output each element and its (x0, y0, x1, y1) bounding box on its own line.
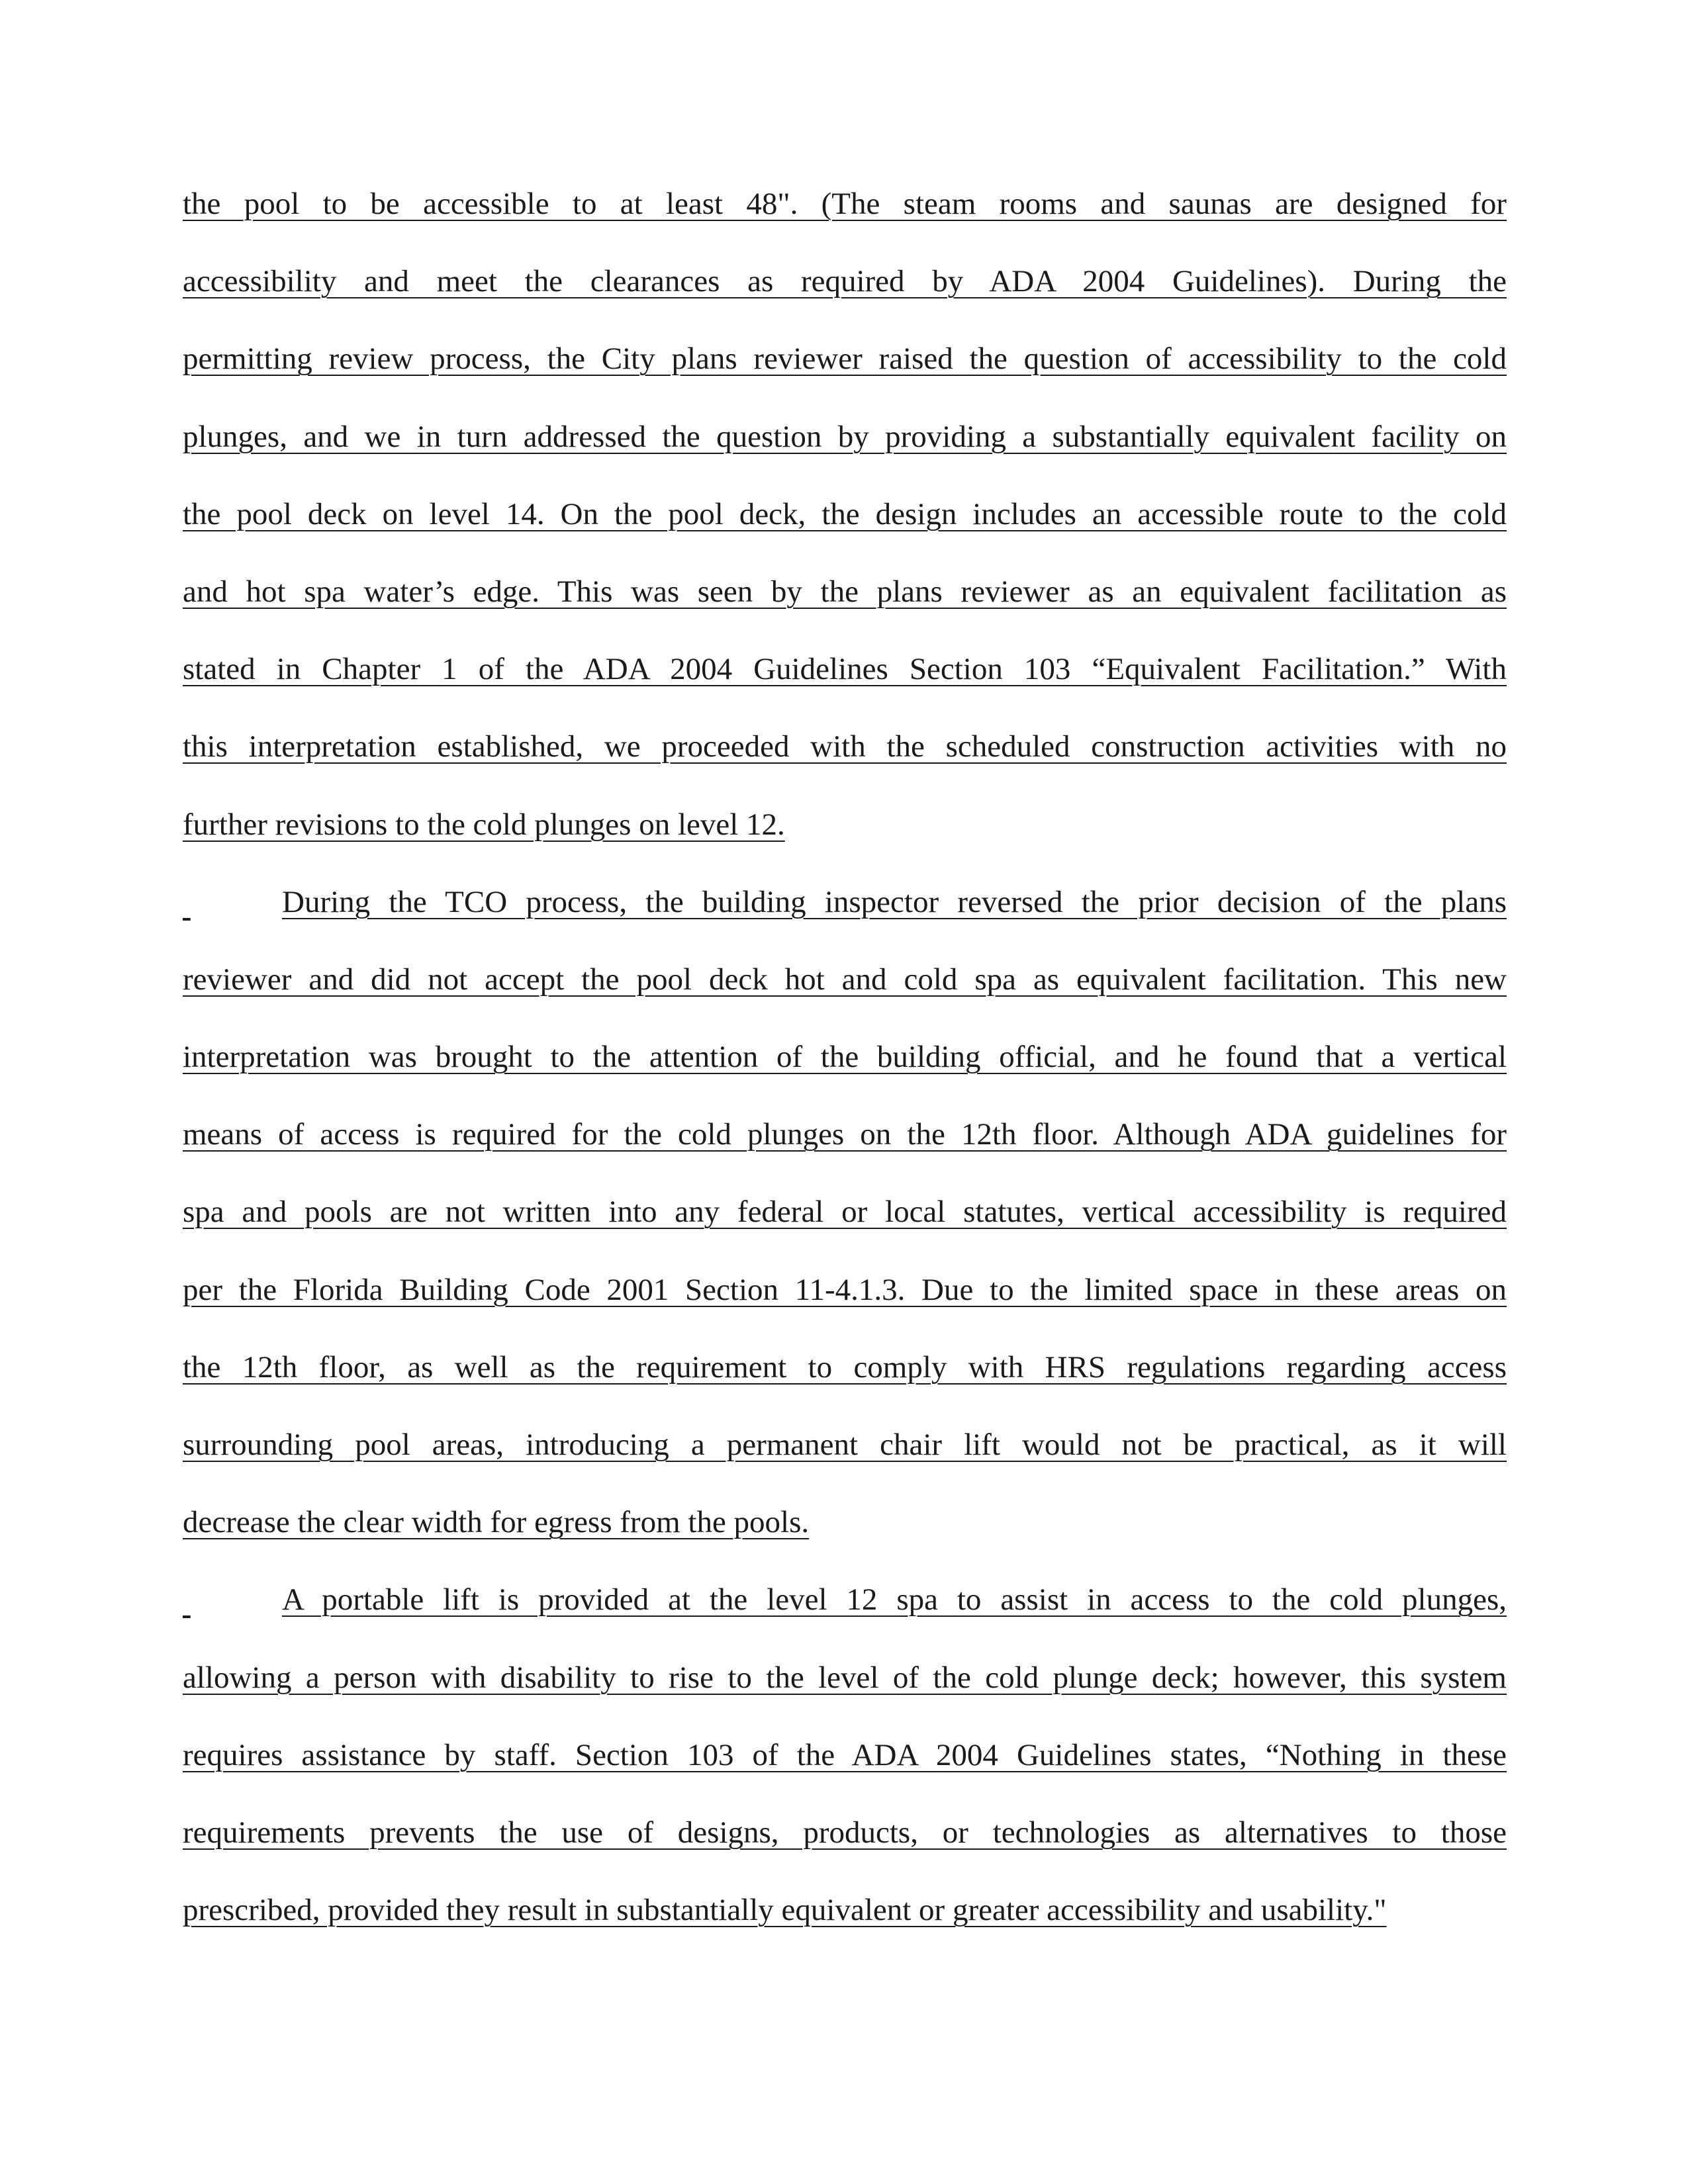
text-line: the pool to be accessible to at least 48". (The steam rooms and saunas are designed for (183, 187, 1507, 221)
text-line: interpretation was brought to the attention of the building official, and he found that a vertical (183, 1040, 1507, 1075)
text-line: the 12th floor, as well as the requirement to comply with HRS regulations regarding access (183, 1349, 1507, 1385)
text-line: allowing a person with disability to rise to the level of the cold plunge deck; however, this system (183, 1660, 1507, 1695)
text-line: means of access is required for the cold plunges on the 12th floor. Although ADA guidelines for (183, 1117, 1507, 1152)
text-line: per the Florida Building Code 2001 Section 11-4.1.3. Due to the limited space in these areas on (183, 1272, 1507, 1307)
text-line: prescribed, provided they result in substantially equivalent or greater accessibility and usability." (183, 1893, 1387, 1928)
text-line: reviewer and did not accept the pool deck hot and cold spa as equivalent facilitation. This new (183, 962, 1507, 997)
text-line: During the TCO process, the building inspector reversed the prior decision of the plans (282, 884, 1507, 919)
paragraph-start-line (183, 1574, 1507, 1652)
text-line: requirements prevents the use of designs, products, or technologies as alternatives to those (183, 1815, 1507, 1850)
text-line: requires assistance by staff. Section 103 of the ADA 2004 Guidelines states, “Nothing in these (183, 1737, 1507, 1772)
text-line: accessibility and meet the clearances as required by ADA 2004 Guidelines). During the (183, 264, 1507, 299)
text-line: spa and pools are not written into any federal or local statutes, vertical accessibility is required (183, 1195, 1507, 1230)
text-line: stated in Chapter 1 of the ADA 2004 Guidelines Section 103 “Equivalent Facilitation.” With (183, 652, 1507, 687)
text-line: and hot spa water’s edge. This was seen by the plans reviewer as an equivalent facilitation as (183, 574, 1507, 609)
body-text (183, 179, 1507, 1962)
text-line: plunges, and we in turn addressed the question by providing a substantially equivalent facility on (183, 419, 1507, 454)
text-line: this interpretation established, we proceeded with the scheduled construction activities with no (183, 729, 1507, 764)
paragraph-start-line (183, 877, 1507, 954)
text-line: permitting review process, the City plans reviewer raised the question of accessibility to the cold (183, 341, 1507, 377)
indent-rule (183, 1574, 282, 1575)
text-line: the pool deck on level 14. On the pool deck, the design includes an accessible route to the cold (183, 496, 1507, 531)
text-line: surrounding pool areas, introducing a permanent chair lift would not be practical, as it will (183, 1428, 1507, 1462)
text-line: further revisions to the cold plunges on level 12. (183, 807, 785, 842)
text-line: A portable lift is provided at the level 12 spa to assist in access to the cold plunges, (282, 1582, 1507, 1617)
text-line: decrease the clear width for egress from the pools. (183, 1505, 810, 1540)
indent-rule (183, 877, 282, 878)
